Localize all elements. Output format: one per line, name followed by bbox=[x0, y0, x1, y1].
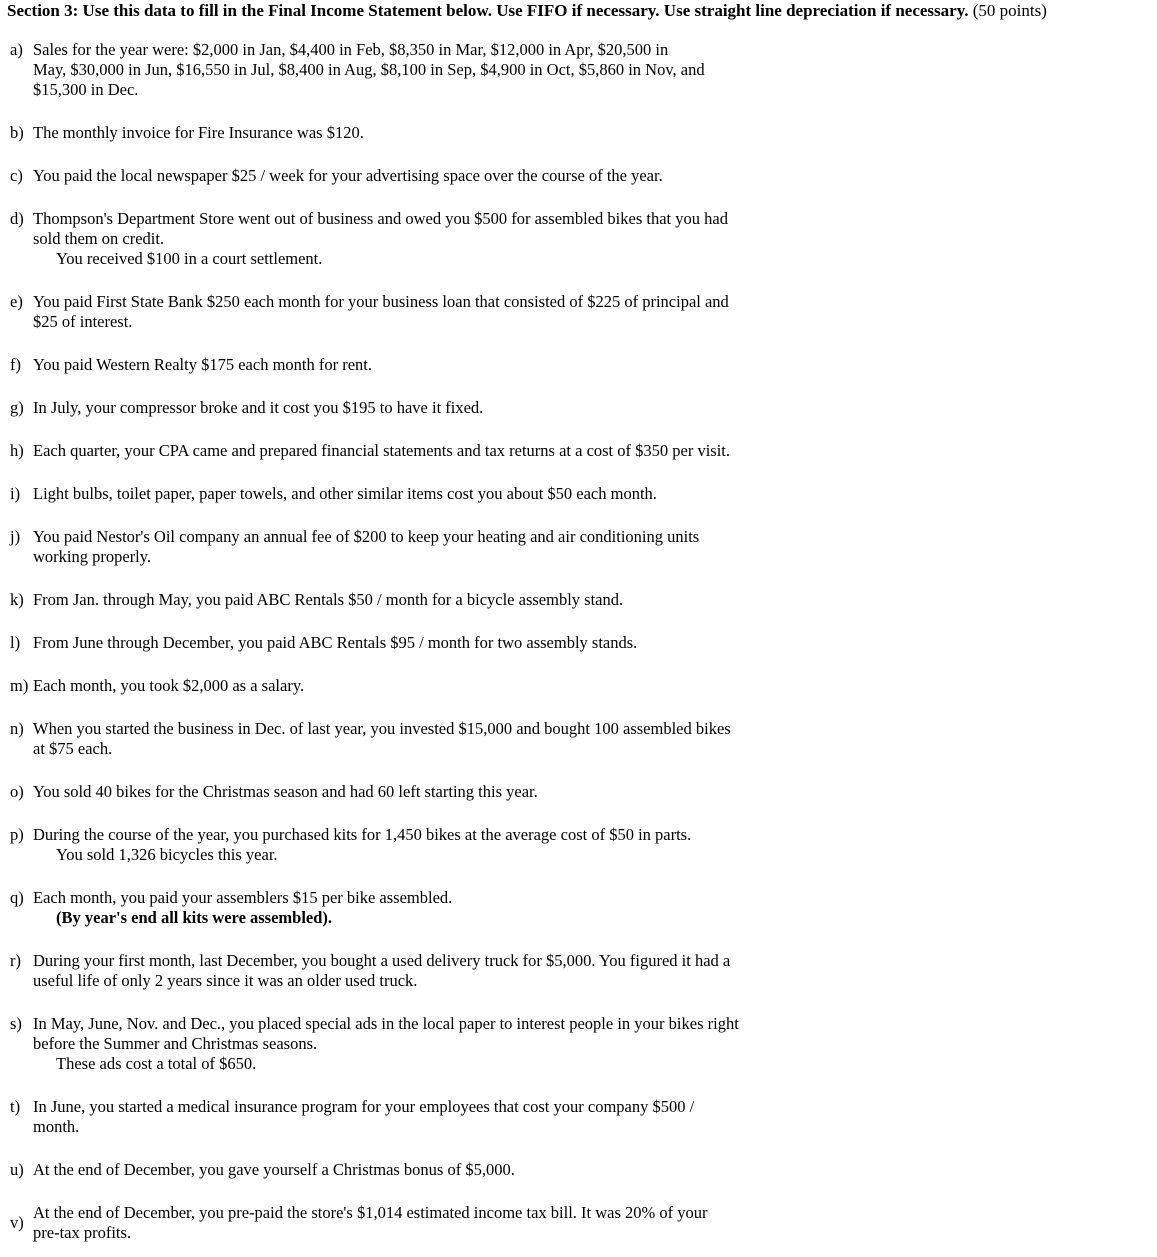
item-letter: u) bbox=[10, 1160, 24, 1179]
item-letter: p) bbox=[10, 825, 24, 844]
section-heading-points: (50 points) bbox=[972, 1, 1047, 20]
item-g bbox=[10, 398, 810, 418]
item-line: You paid First State Bank $250 each month for your business loan that consisted of $225 of principal and bbox=[33, 292, 729, 311]
item-letter: l) bbox=[10, 633, 21, 652]
item-line: Each quarter, your CPA came and prepared financial statements and tax returns at a cost of $350 per visit. bbox=[33, 441, 731, 460]
item-letter: o) bbox=[10, 782, 24, 801]
item-u bbox=[10, 1160, 810, 1180]
item-n bbox=[10, 719, 810, 759]
item-line: In July, your compressor broke and it cost you $195 to have it fixed. bbox=[33, 398, 484, 417]
item-a bbox=[10, 40, 810, 100]
item-p bbox=[10, 825, 810, 865]
item-line: $25 of interest. bbox=[33, 312, 133, 331]
item-line: During your first month, last December, you bought a used delivery truck for $5,000. You figured it had a bbox=[33, 951, 731, 970]
item-line: You paid Western Realty $175 each month for rent. bbox=[33, 355, 372, 374]
item-letter: m) bbox=[10, 676, 29, 695]
item-f bbox=[10, 355, 810, 375]
item-o bbox=[10, 782, 810, 802]
item-note: These ads cost a total of $650. bbox=[56, 1054, 257, 1073]
item-line: at $75 each. bbox=[33, 739, 113, 758]
item-line: month. bbox=[33, 1117, 80, 1136]
item-m bbox=[10, 676, 810, 696]
item-line: At the end of December, you pre-paid the store's $1,014 estimated income tax bill. It was 20% of your bbox=[33, 1203, 708, 1222]
item-note-bold: (By year's end all kits were assembled). bbox=[56, 908, 333, 927]
item-line: From June through December, you paid ABC Rentals $95 / month for two assembly stands. bbox=[33, 633, 638, 652]
item-q bbox=[10, 888, 810, 928]
item-letter: s) bbox=[10, 1014, 22, 1033]
item-k bbox=[10, 590, 810, 610]
item-line: In May, June, Nov. and Dec., you placed special ads in the local paper to interest people in your bikes right bbox=[33, 1014, 739, 1033]
item-note: You received $100 in a court settlement. bbox=[56, 249, 323, 268]
item-line: You sold 40 bikes for the Christmas season and had 60 left starting this year. bbox=[33, 782, 538, 801]
item-letter: h) bbox=[10, 441, 24, 460]
item-line: Each month, you paid your assemblers $15 per bike assembled. bbox=[33, 888, 453, 907]
item-letter: j) bbox=[10, 527, 21, 546]
item-line: When you started the business in Dec. of last year, you invested $15,000 and bought 100 assembled bikes bbox=[33, 719, 731, 738]
item-line: Light bulbs, toilet paper, paper towels, and other similar items cost you about $50 each month. bbox=[33, 484, 657, 503]
item-line: The monthly invoice for Fire Insurance was $120. bbox=[33, 123, 364, 142]
item-line: before the Summer and Christmas seasons. bbox=[33, 1034, 318, 1053]
item-e bbox=[10, 292, 810, 332]
item-line: From Jan. through May, you paid ABC Rentals $50 / month for a bicycle assembly stand. bbox=[33, 590, 624, 609]
item-letter: b) bbox=[10, 123, 24, 142]
item-line: working properly. bbox=[33, 547, 152, 566]
item-h bbox=[10, 441, 810, 461]
item-letter: c) bbox=[10, 166, 23, 185]
item-r bbox=[10, 951, 810, 991]
item-line: You paid the local newspaper $25 / week for your advertising space over the course of the year. bbox=[33, 166, 663, 185]
item-line: pre-tax profits. bbox=[33, 1223, 132, 1242]
item-line: You paid Nestor's Oil company an annual fee of $200 to keep your heating and air conditioning units bbox=[33, 527, 700, 546]
item-line: $15,300 in Dec. bbox=[33, 80, 139, 99]
item-j bbox=[10, 527, 810, 567]
item-l bbox=[10, 633, 810, 653]
item-letter: i) bbox=[10, 484, 21, 503]
item-letter: d) bbox=[10, 209, 24, 228]
item-line: At the end of December, you gave yourself a Christmas bonus of $5,000. bbox=[33, 1160, 515, 1179]
item-line: Sales for the year were: $2,000 in Jan, $4,400 in Feb, $8,350 in Mar, $12,000 in Apr, $20,500 in bbox=[33, 40, 669, 59]
item-line: During the course of the year, you purchased kits for 1,450 bikes at the average cost of $50 in parts. bbox=[33, 825, 692, 844]
item-line: sold them on credit. bbox=[33, 229, 165, 248]
item-letter: g) bbox=[10, 398, 24, 417]
item-line: In June, you started a medical insurance program for your employees that cost your company $500 / bbox=[33, 1097, 695, 1116]
item-line: Each month, you took $2,000 as a salary. bbox=[33, 676, 305, 695]
item-letter: f) bbox=[10, 355, 21, 374]
item-v bbox=[10, 1203, 810, 1243]
item-letter: k) bbox=[10, 590, 24, 609]
item-letter: n) bbox=[10, 719, 24, 738]
item-c bbox=[10, 166, 810, 186]
item-note: You sold 1,326 bicycles this year. bbox=[56, 845, 278, 864]
item-b bbox=[10, 123, 810, 143]
item-letter: t) bbox=[10, 1097, 21, 1116]
item-line: Thompson's Department Store went out of business and owed you $500 for assembled bikes that you had bbox=[33, 209, 728, 228]
item-letter: q) bbox=[10, 888, 24, 907]
section-heading-title: Section 3: Use this data to fill in the Final Income Statement below. Use FIFO if necessary. Use straight line depreciation if necessary. bbox=[7, 1, 969, 20]
section-heading bbox=[7, 0, 1047, 22]
item-letter: r) bbox=[10, 951, 21, 970]
item-letter: e) bbox=[10, 292, 23, 311]
item-line: useful life of only 2 years since it was an older used truck. bbox=[33, 971, 418, 990]
item-line: May, $30,000 in Jun, $16,550 in Jul, $8,400 in Aug, $8,100 in Sep, $4,900 in Oct, $5,860 in Nov, and bbox=[33, 60, 705, 79]
item-d bbox=[10, 209, 810, 269]
item-letter: v) bbox=[10, 1213, 24, 1232]
item-t bbox=[10, 1097, 810, 1137]
item-letter: a) bbox=[10, 40, 23, 59]
item-s bbox=[10, 1014, 810, 1074]
item-i bbox=[10, 484, 810, 504]
